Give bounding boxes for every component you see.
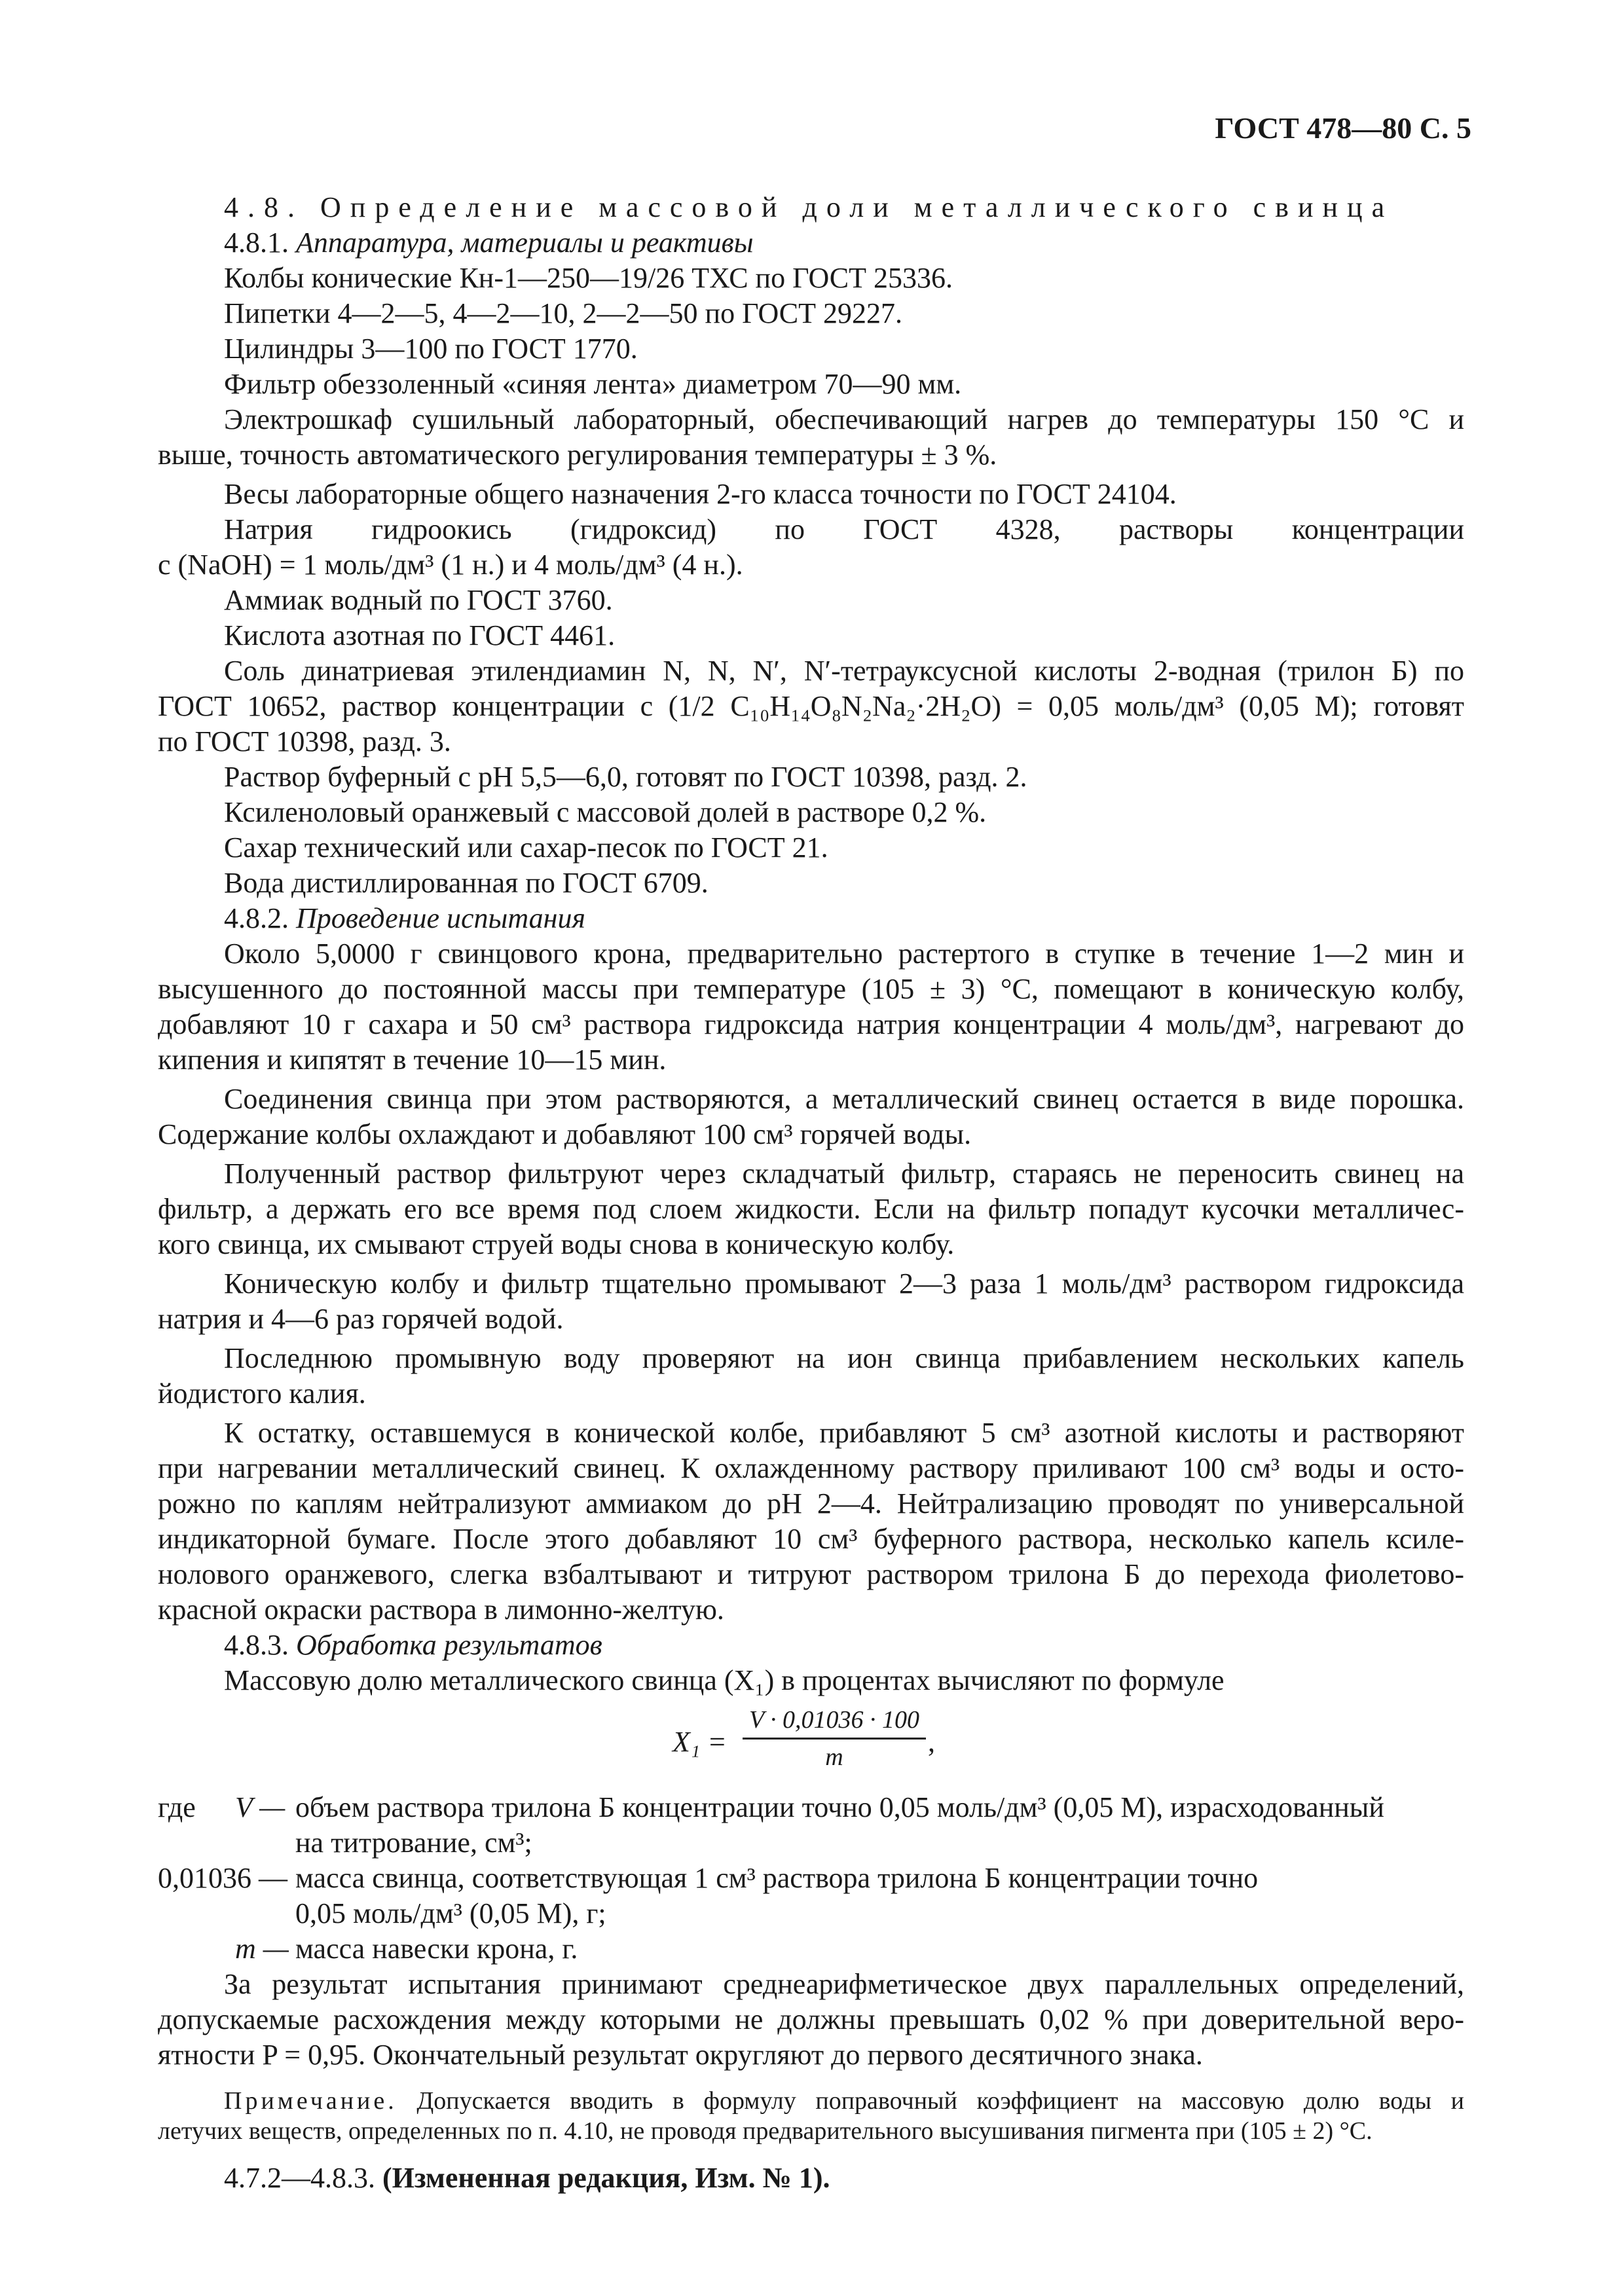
procedure-paragraph: Около 5,0000 г свинцового крона, предварительно растертого в ступке в течение 1—2 мин и <box>224 938 1464 970</box>
procedure-paragraph: добавляют 10 г сахара и 50 см³ раствора гидроксида натрия концентрации 4 моль/дм³, нагревают до <box>158 1008 1464 1040</box>
definition-text: на титрование, см³; <box>295 1827 532 1859</box>
apparatus-item: Колбы конические Кн-1—250—19/26 ТХС по ГОСТ 25336. <box>224 262 953 294</box>
reagent-item: Кислота азотная по ГОСТ 4461. <box>224 619 616 651</box>
procedure-paragraph: нолового оранжевого, слегка взбалтывают и титруют раствором трилона Б до перехода фиолетово- <box>158 1558 1464 1590</box>
procedure-paragraph: Содержание колбы охлаждают и добавляют 100 см³ горячей воды. <box>158 1118 972 1150</box>
formula-lhs: X₁ = <box>673 1726 727 1758</box>
formula-x1 <box>158 1702 1464 1783</box>
procedure-paragraph: К остатку, оставшемуся в конической колбе, прибавляют 5 см³ азотной кислоты и растворяют <box>224 1417 1464 1449</box>
definition-m <box>158 1931 1464 1967</box>
section-4-8-3-heading: 4.8.3. Обработка результатов <box>224 1629 602 1661</box>
page-header: ГОСТ 478—80 С. 5 <box>1215 111 1471 145</box>
definition-symbol: m — <box>235 1933 289 1965</box>
note-block <box>158 2086 1464 2146</box>
reagent-item-continued: c (NaOH) = 1 моль/дм³ (1 н.) и 4 моль/дм³ (4 н.). <box>158 549 743 581</box>
result-paragraph: За результат испытания принимают среднеарифметическое двух параллельных определений, <box>224 1968 1464 2000</box>
note-line: летучих веществ, определенных по п. 4.10, не проводя предварительного высушивания пигмента при (105 ± 2) °С. <box>158 2117 1373 2145</box>
procedure-paragraph: натрия и 4—6 раз горячей водой. <box>158 1303 564 1335</box>
reagent-item: Соль динатриевая этилендиамин N, N, N′, N′-тетрауксусной кислоты 2-водная (трилон Б) по <box>224 655 1464 687</box>
procedure-paragraph: Соединения свинца при этом растворяются, а металлический свинец остается в виде порошка. <box>224 1083 1464 1115</box>
procedure-paragraph: рожно по каплям нейтрализуют аммиаком до рН 2—4. Нейтрализацию проводят по универсальной <box>158 1487 1464 1520</box>
apparatus-item: Весы лабораторные общего назначения 2-го класса точности по ГОСТ 24104. <box>224 478 1177 510</box>
reagent-item: Вода дистиллированная по ГОСТ 6709. <box>224 867 709 899</box>
reagent-item: Ксиленоловый оранжевый с массовой долей в растворе 0,2 %. <box>224 796 987 828</box>
definition-v-continued <box>158 1825 1464 1861</box>
reagent-item: Сахар технический или сахар-песок по ГОСТ 21. <box>224 831 828 864</box>
formula-intro: Массовую долю металлического свинца (X₁) в процентах вычисляют по формуле <box>224 1664 1225 1696</box>
procedure-paragraph: Коническую колбу и фильтр тщательно промывают 2—3 раза 1 моль/дм³ раствором гидроксида <box>224 1267 1464 1300</box>
definition-text: 0,05 моль/дм³ (0,05 М), г; <box>295 1897 606 1929</box>
apparatus-item-continued: выше, точность автоматического регулирования температуры ± 3 %. <box>158 439 997 471</box>
document-body <box>158 190 1464 2196</box>
procedure-paragraph: йодистого калия. <box>158 1377 366 1410</box>
section-4-8-1-heading: 4.8.1. Аппаратура, материалы и реактивы <box>224 227 754 259</box>
note-label: Примечание. <box>224 2087 397 2115</box>
reagent-item: Натрия гидроокись (гидроксид) по ГОСТ 4328, растворы концентрации <box>224 513 1464 545</box>
reagent-item: Аммиак водный по ГОСТ 3760. <box>224 584 613 616</box>
definition-v <box>158 1790 1464 1825</box>
definition-constant-continued <box>158 1896 1464 1931</box>
procedure-paragraph: Полученный раствор фильтруют через складчатый фильтр, стараясь не переносить свинец на <box>224 1157 1464 1190</box>
section-4-8-heading: 4.8. Определение массовой доли металлического свинца <box>224 191 1394 223</box>
apparatus-item: Электрошкаф сушильный лабораторный, обеспечивающий нагрев до температуры 150 °С и <box>224 403 1464 435</box>
procedure-paragraph: красной окраски раствора в лимонно-желтую. <box>158 1594 724 1626</box>
reagent-item: Раствор буферный с рН 5,5—6,0, готовят по ГОСТ 10398, разд. 2. <box>224 761 1027 793</box>
procedure-paragraph: кого свинца, их смывают струей воды снова в коническую колбу. <box>158 1228 955 1260</box>
procedure-paragraph: высушенного до постоянной массы при температуре (105 ± 3) °С, помещают в коническую колбу, <box>158 973 1464 1005</box>
reagent-item-continued: по ГОСТ 10398, разд. 3. <box>158 725 451 757</box>
definition-symbol: 0,01036 — <box>158 1862 287 1894</box>
where-label: где <box>158 1791 196 1823</box>
definition-text: масса навески крона, г. <box>295 1933 578 1965</box>
procedure-paragraph: фильтр, а держать его все время под слоем жидкости. Если на фильтр попадут кусочки металличес- <box>158 1193 1464 1225</box>
formula-fraction <box>743 1704 926 1774</box>
definition-symbol: V — <box>235 1791 286 1823</box>
apparatus-item: Цилиндры 3—100 по ГОСТ 1770. <box>224 333 638 365</box>
formula-numerator: V · 0,01036 · 100 <box>748 1706 920 1734</box>
amendment-line: 4.7.2—4.8.3. (Измененная редакция, Изм. № 1). <box>224 2162 830 2194</box>
result-paragraph: ятности P = 0,95. Окончательный результат округляют до первого десятичного знака. <box>158 2039 1203 2071</box>
section-4-8-2-heading: 4.8.2. Проведение испытания <box>224 902 585 934</box>
apparatus-item: Фильтр обеззоленный «синяя лента» диаметром 70—90 мм. <box>224 368 962 400</box>
fraction-bar <box>743 1738 926 1740</box>
procedure-paragraph: при нагревании металлический свинец. К охлажденному раствору приливают 100 см³ воды и осто- <box>158 1452 1464 1484</box>
procedure-paragraph: Последнюю промывную воду проверяют на ион свинца прибавлением нескольких капель <box>224 1342 1464 1374</box>
definition-constant <box>158 1861 1464 1896</box>
result-paragraph: допускаемые расхождения между которыми не должны превышать 0,02 % при доверительной веро- <box>158 2003 1464 2035</box>
note-line: Примечание. Допускается вводить в формулу поправочный коэффициент на массовую долю воды и <box>224 2087 1464 2115</box>
procedure-paragraph: индикаторной бумаге. После этого добавляют 10 см³ буферного раствора, несколько капель ксиле- <box>158 1523 1464 1555</box>
apparatus-item: Пипетки 4—2—5, 4—2—10, 2—2—50 по ГОСТ 29227. <box>224 297 902 329</box>
formula-denominator: m <box>825 1743 843 1771</box>
reagent-item-continued: ГОСТ 10652, раствор концентрации c (1/2 C₁₀H₁₄O₈N₂Na₂·2H₂O) = 0,05 моль/дм³ (0,05 М); готовят <box>158 690 1464 722</box>
formula-comma: , <box>928 1726 935 1758</box>
definition-text: масса свинца, соответствующая 1 см³ раствора трилона Б концентрации точно <box>295 1862 1259 1894</box>
formula-definitions <box>158 1790 1464 1967</box>
procedure-paragraph: кипения и кипятят в течение 10—15 мин. <box>158 1044 667 1076</box>
definition-text: объем раствора трилона Б концентрации точно 0,05 моль/дм³ (0,05 М), израсходованный <box>295 1791 1384 1823</box>
